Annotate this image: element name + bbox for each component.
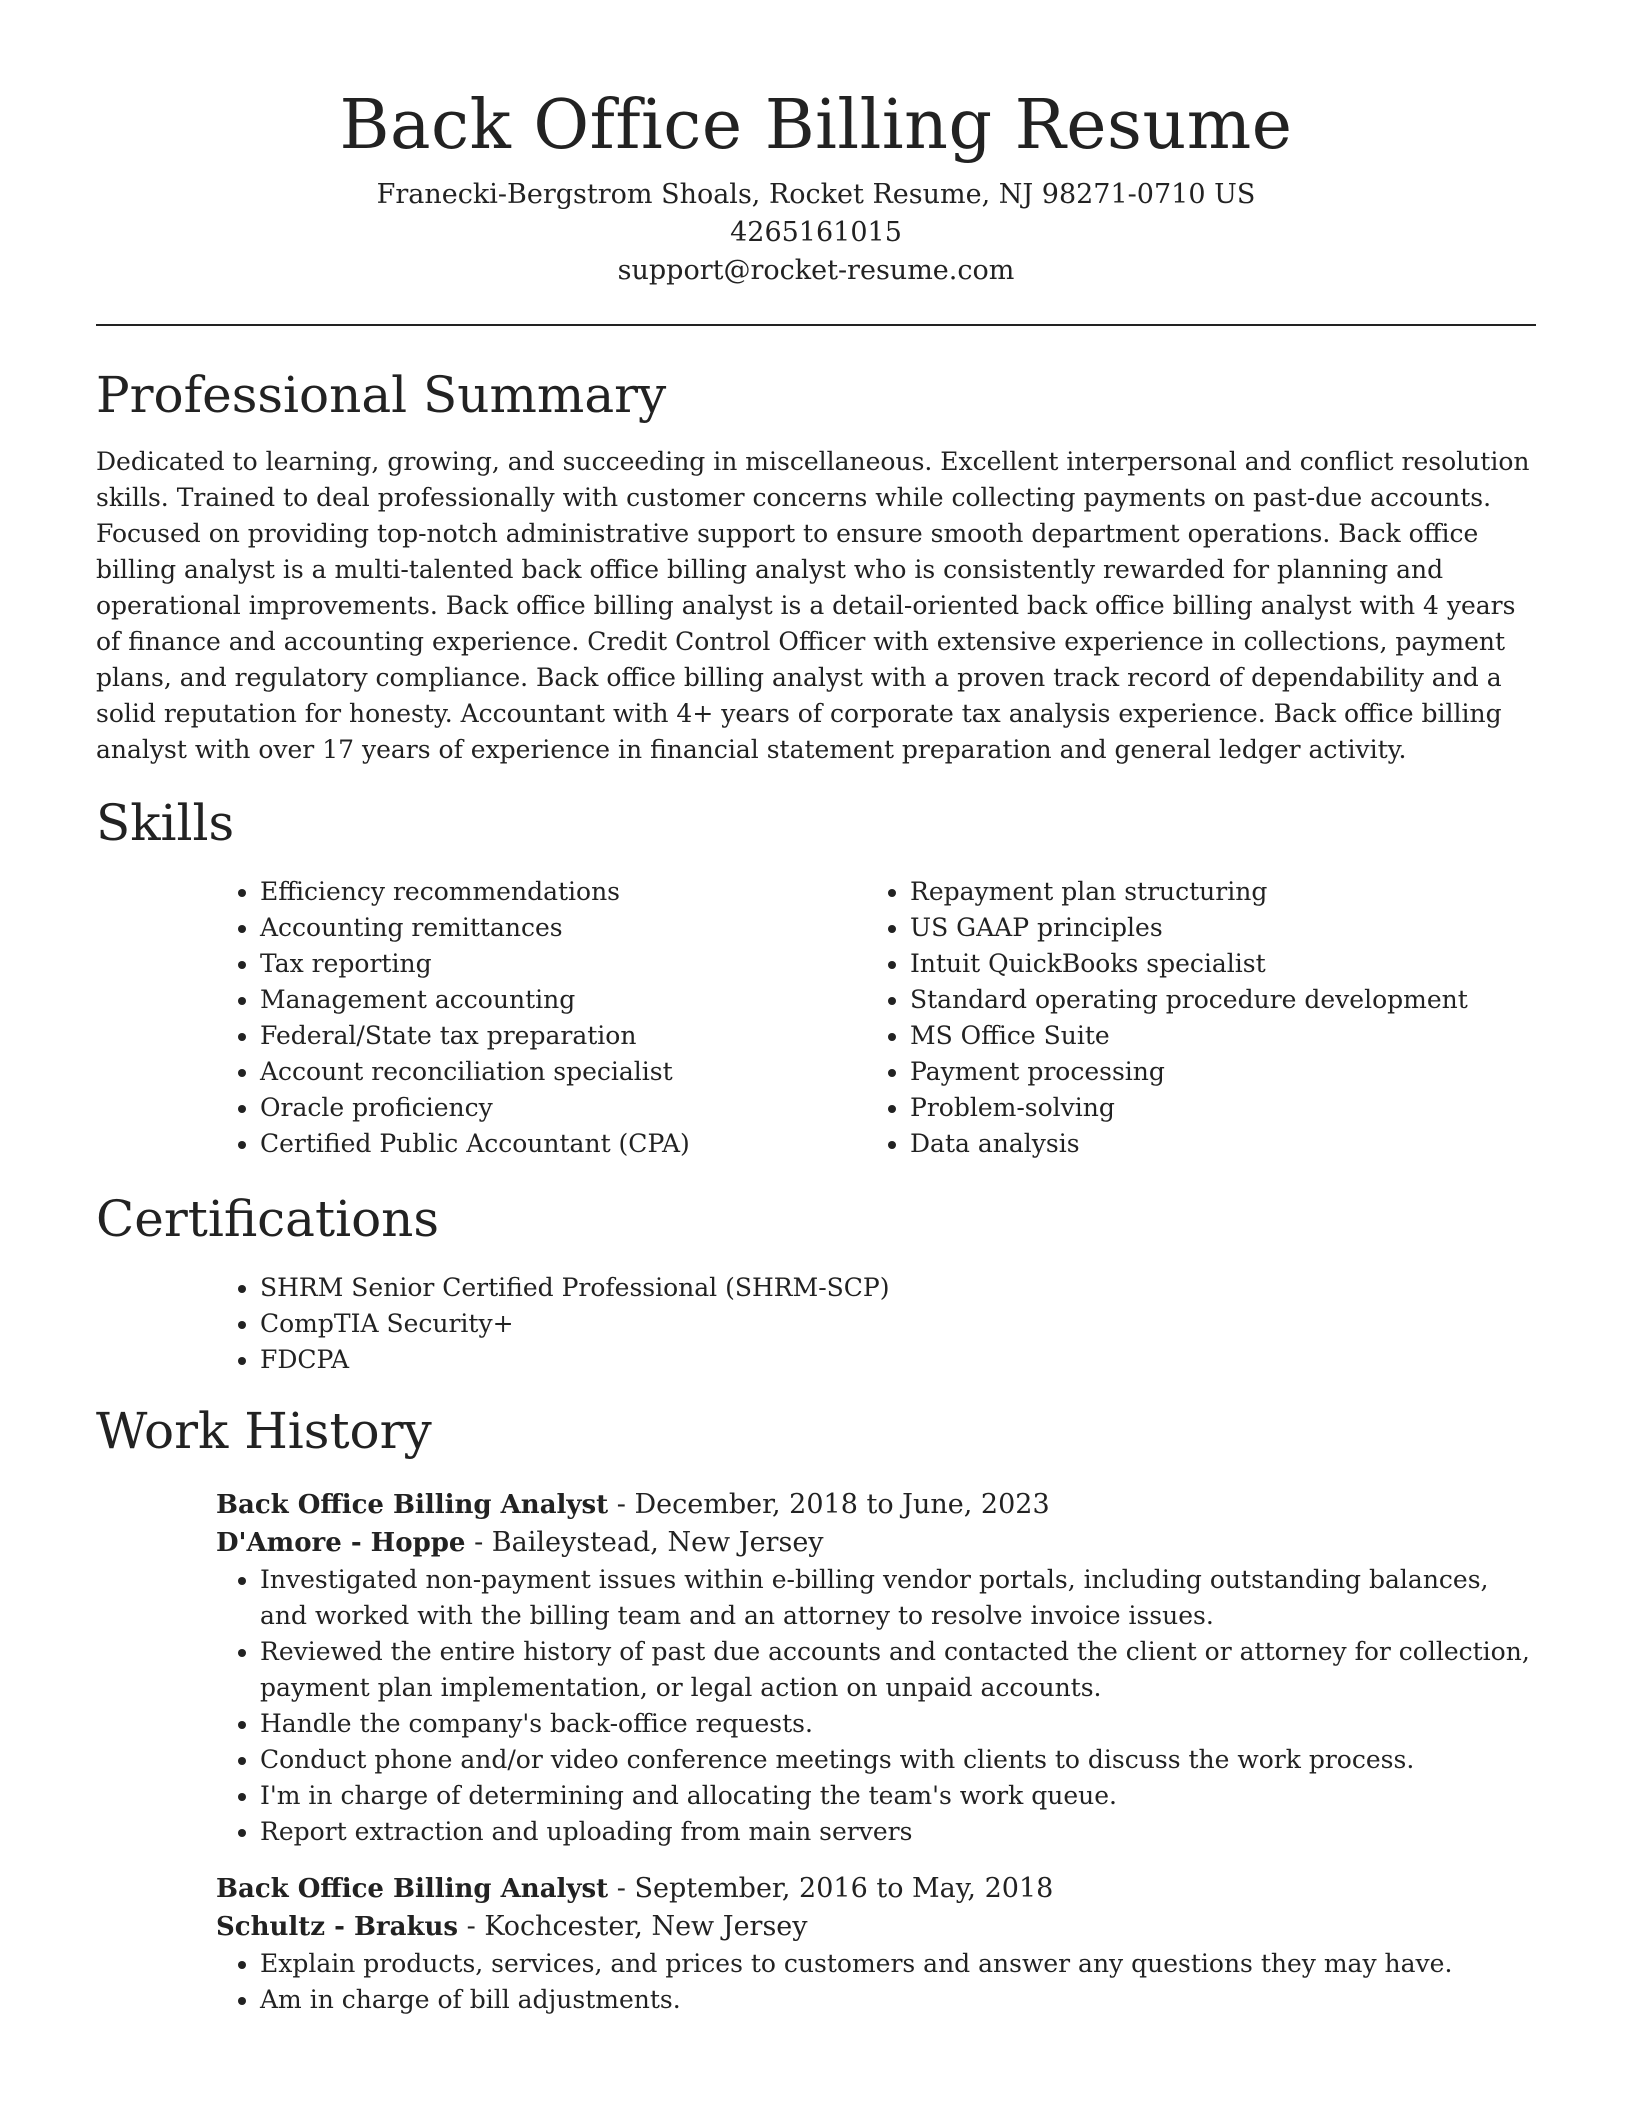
job-title: Back Office Billing Analyst xyxy=(216,1874,609,1904)
separator: - xyxy=(608,1489,635,1520)
skill-item: • Repayment plan structuring xyxy=(910,874,1516,910)
skills-grid xyxy=(216,874,1536,1162)
resume-header xyxy=(96,0,1536,290)
skill-item: • Management accounting xyxy=(260,982,866,1018)
job-title: Back Office Billing Analyst xyxy=(216,1490,609,1520)
skill-item: • Efficiency recommendations xyxy=(260,874,866,910)
contact-block xyxy=(96,176,1536,290)
skills-heading: Skills xyxy=(96,794,235,852)
job-dates: September, 2016 to May, 2018 xyxy=(634,1873,1054,1904)
certifications-block xyxy=(216,1270,1536,1378)
skills-list-left xyxy=(216,874,866,1162)
skill-item: • Intuit QuickBooks specialist xyxy=(910,946,1516,982)
job-title-line xyxy=(216,1486,1536,1524)
job-location: Baileystead, New Jersey xyxy=(491,1527,824,1558)
job-company-line xyxy=(216,1908,1536,1946)
job-duty: • I'm in charge of determining and allocating the team's work queue. xyxy=(260,1778,1536,1814)
job-duties-list xyxy=(216,1562,1536,1850)
skill-item: • Certified Public Accountant (CPA) xyxy=(260,1126,866,1162)
job-duties-list xyxy=(216,1946,1536,2018)
header-divider xyxy=(96,324,1536,326)
skill-item: • Tax reporting xyxy=(260,946,866,982)
summary-text: Dedicated to learning, growing, and succeeding in miscellaneous. Excellent interpersonal and conflict resolution skills. Trained to deal professionally with customer concerns while collecting payments on past-due accounts. Focused on providing top-notch administrative support to ensure smooth department operations. Back office billing analyst is a multi-talented back office billing analyst who is consistently rewarded for planning and operational improvements. Back office billing analyst is a detail-oriented back office billing analyst with 4 years of finance and accounting experience. Credit Control Officer with extensive experience in collections, payment plans, and regulatory compliance. Back office billing analyst with a proven track record of dependability and a solid reputation for honesty. Accountant with 4+ years of corporate tax analysis experience. Back office billing analyst with over 17 years of experience in financial statement preparation and general ledger activity. xyxy=(96,447,1530,764)
certifications-heading: Certifications xyxy=(96,1190,440,1248)
job-duty: • Explain products, services, and prices to customers and answer any questions they may have. xyxy=(260,1946,1536,1982)
skill-item: • MS Office Suite xyxy=(910,1018,1516,1054)
job-company: D'Amore - Hoppe xyxy=(216,1528,466,1558)
job-duty: • Reviewed the entire history of past due accounts and contacted the client or attorney for collection, payment plan implementation, or legal action on unpaid accounts. xyxy=(260,1634,1536,1706)
job-title-line xyxy=(216,1870,1536,1908)
job-entry xyxy=(216,1870,1536,2018)
skill-item: • Data analysis xyxy=(910,1126,1516,1162)
contact-email: support@rocket-resume.com xyxy=(617,255,1015,286)
job-duty: • Investigated non-payment issues within e-billing vendor portals, including outstanding balances, and worked with the billing team and an attorney to resolve invoice issues. xyxy=(260,1562,1536,1634)
job-entry xyxy=(216,1486,1536,1850)
certification-item: • FDCPA xyxy=(260,1342,1536,1378)
skill-item: • Account reconciliation specialist xyxy=(260,1054,866,1090)
skill-item: • US GAAP principles xyxy=(910,910,1516,946)
contact-address: Franecki-Bergstrom Shoals, Rocket Resume, NJ 98271-0710 US xyxy=(376,179,1256,210)
job-dates: December, 2018 to June, 2023 xyxy=(634,1489,1050,1520)
job-duty: • Am in charge of bill adjustments. xyxy=(260,1982,1536,2018)
skills-column-right xyxy=(866,874,1516,1162)
job-duty: • Conduct phone and/or video conference meetings with clients to discuss the work process. xyxy=(260,1742,1536,1778)
work-history-heading: Work History xyxy=(96,1402,432,1460)
skill-item: • Accounting remittances xyxy=(260,910,866,946)
separator: - xyxy=(608,1873,635,1904)
separator: - xyxy=(465,1527,492,1558)
job-location: Kochcester, New Jersey xyxy=(484,1911,808,1942)
certifications-list xyxy=(216,1270,1536,1378)
skill-item: • Payment processing xyxy=(910,1054,1516,1090)
separator: - xyxy=(458,1911,485,1942)
resume-title: Back Office Billing Resume xyxy=(339,86,1293,165)
job-duty: • Handle the company's back-office requests. xyxy=(260,1706,1536,1742)
certification-item: • CompTIA Security+ xyxy=(260,1306,1536,1342)
summary-heading: Professional Summary xyxy=(96,366,667,424)
skills-column-left xyxy=(216,874,866,1162)
contact-phone: 4265161015 xyxy=(730,217,902,248)
skill-item: • Problem-solving xyxy=(910,1090,1516,1126)
skill-item: • Oracle proficiency xyxy=(260,1090,866,1126)
job-company-line xyxy=(216,1524,1536,1562)
certification-item: • SHRM Senior Certified Professional (SHRM-SCP) xyxy=(260,1270,1536,1306)
skill-item: • Standard operating procedure development xyxy=(910,982,1516,1018)
skills-list-right xyxy=(866,874,1516,1162)
skill-item: • Federal/State tax preparation xyxy=(260,1018,866,1054)
job-company: Schultz - Brakus xyxy=(216,1912,459,1942)
job-duty: • Report extraction and uploading from main servers xyxy=(260,1814,1536,1850)
resume-page xyxy=(96,0,1536,2018)
